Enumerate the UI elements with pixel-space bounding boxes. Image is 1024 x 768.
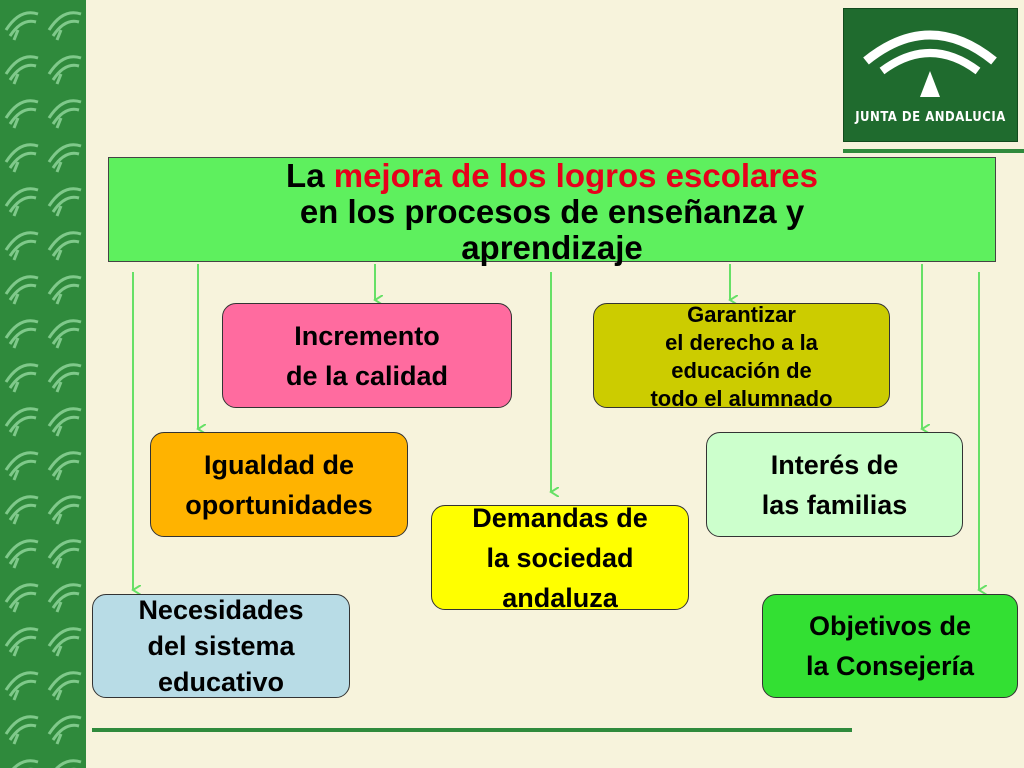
node-interes-familias: Interés de las familias xyxy=(706,432,963,537)
node-demandas-sociedad: Demandas de la sociedad andaluza xyxy=(431,505,689,610)
node-incremento-calidad: Incremento de la calidad xyxy=(222,303,512,408)
title-line-3: aprendizaje xyxy=(461,229,643,266)
logo-text: JUNTA DE ANDALUCIA xyxy=(855,110,1006,125)
title-highlight: mejora de los logros escolares xyxy=(333,157,818,194)
node-objetivos-consejeria: Objetivos de la Consejería xyxy=(762,594,1018,698)
node-garantizar-derecho: Garantizar el derecho a la educación de todo el alumnado xyxy=(593,303,890,408)
title-prefix: La xyxy=(286,157,334,194)
title-line-2: en los procesos de enseñanza y xyxy=(299,193,805,230)
bottom-divider xyxy=(92,728,852,732)
node-igualdad-oportunidades: Igualdad de oportunidades xyxy=(150,432,408,537)
node-necesidades-sistema: Necesidades del sistema educativo xyxy=(92,594,350,698)
